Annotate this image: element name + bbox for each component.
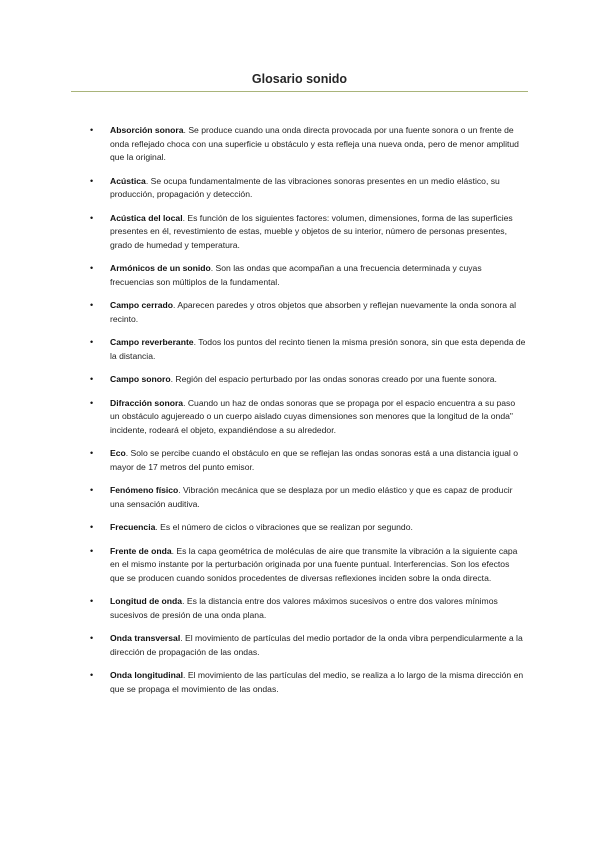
glossary-term: Campo cerrado bbox=[110, 300, 174, 310]
bullet-icon: • bbox=[90, 263, 94, 273]
glossary-definition: . Son las ondas que acompañan a una frecuencia determinada y cuyas frecuencias son múltiplos de la fundamental. bbox=[110, 263, 482, 287]
bullet-icon: • bbox=[90, 596, 94, 606]
glossary-term: Onda longitudinal bbox=[110, 670, 184, 680]
glossary-list bbox=[90, 124, 526, 706]
glossary-entry bbox=[90, 299, 526, 326]
bullet-icon: • bbox=[90, 670, 94, 680]
bullet-icon: • bbox=[90, 485, 94, 495]
glossary-definition: . El movimiento de partículas del medio portador de la onda vibra perpendicularmente a la dirección de propagación de las ondas. bbox=[110, 633, 523, 657]
bullet-icon: • bbox=[90, 397, 94, 408]
glossary-entry bbox=[90, 632, 526, 659]
glossary-term: Absorción sonora bbox=[110, 125, 184, 135]
glossary-definition: . Solo se percibe cuando el obstáculo en que se reflejan las ondas sonoras está a una distancia igual o mayor de 17 metros del punto emisor. bbox=[110, 448, 518, 472]
glossary-definition: . Se produce cuando una onda directa provocada por una fuente sonora o un frente de onda reflejado choca con una superficie u obstáculo y esta refleja una nueva onda, pero de menor amplitud que la original. bbox=[110, 125, 519, 162]
page-title: Glosario sonido bbox=[251, 72, 348, 86]
glossary-entry bbox=[90, 212, 526, 253]
glossary-entry bbox=[90, 521, 526, 535]
glossary-entry bbox=[90, 262, 526, 289]
bullet-icon: • bbox=[90, 522, 94, 532]
glossary-definition: . Es la distancia entre dos valores máximos sucesivos o entre dos valores mínimos sucesivos de presión de una onda plana. bbox=[110, 596, 498, 620]
glossary-definition: . Cuando un haz de ondas sonoras que se propaga por el espacio encuentra a su paso un obstáculo agujereado o un cuerpo aislado cuyas dimensiones son menores que la longitud de la onda" incidente, rodeará el objeto, expandiéndose a su alrededor. bbox=[110, 397, 516, 435]
bullet-icon: • bbox=[90, 374, 94, 384]
bullet-icon: • bbox=[90, 125, 94, 135]
glossary-term: Fenómeno físico bbox=[110, 485, 179, 495]
glossary-definition: . Es la capa geométrica de moléculas de aire que transmite la vibración a la siguiente capa en el mismo instante por la perturbación originada por una fuente puntual. Interferencias. Son los efectos que se producen cuando sonidos procedentes de diversas reflexiones inciden sobre la onda directa. bbox=[110, 545, 518, 583]
glossary-term: Campo reverberante bbox=[110, 337, 194, 347]
glossary-term: Longitud de onda bbox=[110, 596, 183, 606]
bullet-icon: • bbox=[90, 545, 94, 556]
bullet-icon: • bbox=[90, 448, 94, 458]
glossary-entry bbox=[90, 484, 526, 511]
glossary-entry bbox=[90, 336, 526, 363]
glossary-term: Acústica bbox=[110, 175, 146, 186]
glossary-entry bbox=[90, 124, 526, 165]
glossary-term: Armónicos de un sonido bbox=[110, 263, 211, 273]
glossary-term: Frecuencia bbox=[110, 522, 156, 532]
glossary-definition: . Es el número de ciclos o vibraciones que se realizan por segundo. bbox=[155, 522, 413, 532]
glossary-entry bbox=[90, 595, 526, 622]
bullet-icon: • bbox=[90, 337, 94, 347]
bullet-icon: • bbox=[90, 633, 94, 643]
glossary-term: Eco bbox=[110, 448, 126, 458]
glossary-definition: . Vibración mecánica que se desplaza por un medio elástico y que es capaz de producir una sensación auditiva. bbox=[110, 485, 513, 509]
glossary-entry bbox=[90, 669, 526, 696]
bullet-icon: • bbox=[90, 300, 94, 310]
glossary-definition: . Todos los puntos del recinto tienen la misma presión sonora, sin que esta dependa de la distancia. bbox=[110, 337, 526, 361]
glossary-definition: . Aparecen paredes y otros objetos que absorben y reflejan nuevamente la onda sonora al recinto. bbox=[110, 300, 517, 324]
glossary-definition: . El movimiento de las partículas del medio, se realiza a lo largo de la misma dirección en que se propaga el movimiento de las ondas. bbox=[110, 670, 524, 694]
glossary-term: Acústica del local bbox=[110, 212, 183, 223]
glossary-entry bbox=[90, 373, 526, 387]
bullet-icon: • bbox=[90, 212, 94, 223]
glossary-entry bbox=[90, 397, 526, 438]
glossary-definition: . Se ocupa fundamentalmente de las vibraciones sonoras presentes en un medio elástico, su producción, propagación y detección. bbox=[110, 175, 500, 199]
glossary-term: Onda transversal bbox=[110, 633, 181, 643]
glossary-definition: . Es función de los siguientes factores: volumen, dimensiones, forma de las superficies presentes en él, revestimiento de estas, mueble y objetos de su interior, número de personas presentes, grado de humedad y temperatura. bbox=[110, 212, 513, 250]
glossary-definition: . Región del espacio perturbado por las ondas sonoras creado por una fuente sonora. bbox=[170, 374, 497, 384]
glossary-term: Campo sonoro bbox=[110, 374, 171, 384]
title-divider bbox=[71, 91, 528, 92]
glossary-term: Frente de onda bbox=[110, 545, 172, 556]
bullet-icon: • bbox=[90, 175, 94, 186]
glossary-entry bbox=[90, 175, 526, 202]
glossary-entry bbox=[90, 447, 526, 474]
glossary-entry bbox=[90, 545, 526, 586]
glossary-term: Difracción sonora bbox=[110, 397, 184, 408]
